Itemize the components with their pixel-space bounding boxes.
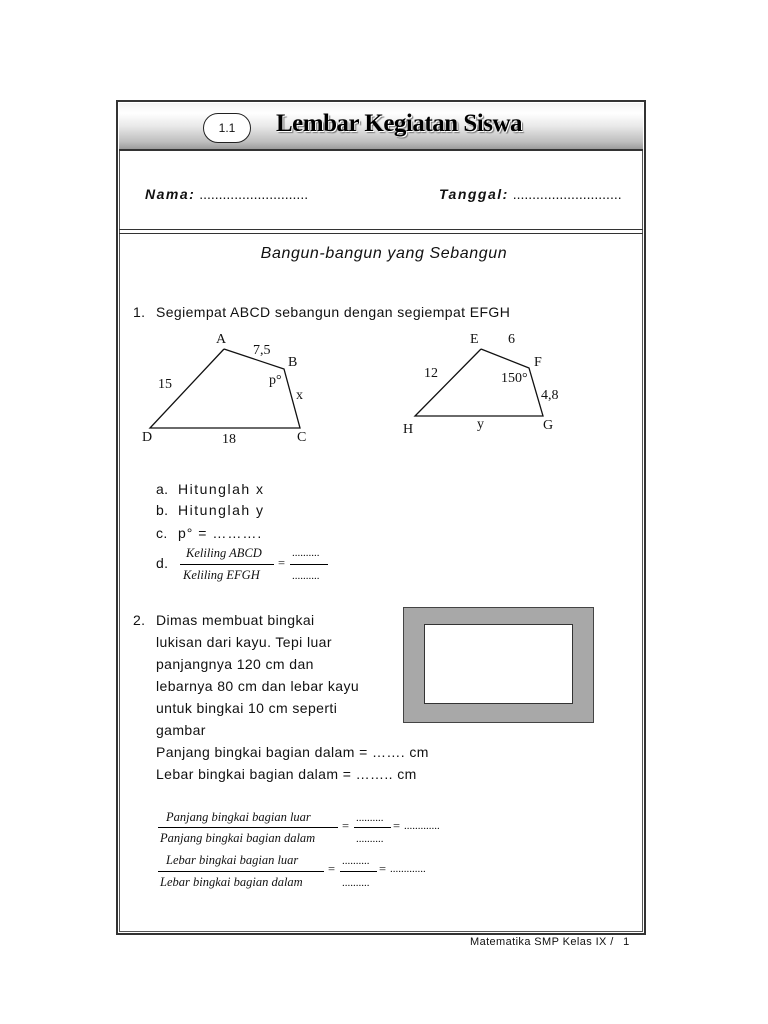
q2-line-1: Dimas membuat bingkai — [156, 612, 315, 628]
date-blank: ............................ — [512, 186, 622, 202]
ratio-length-equals-1: = — [342, 819, 350, 833]
q2-inner-length: Panjang bingkai bagian dalam = ……. cm — [156, 744, 429, 760]
vertex-d-label: D — [142, 430, 153, 445]
vertex-b-label: B — [288, 355, 298, 370]
page-footer — [470, 936, 630, 948]
ratio-width-result: ............. — [390, 863, 426, 875]
ratio-width-equals-2: = — [379, 862, 387, 876]
ratio-width-equals-1: = — [328, 862, 336, 876]
ratio-width-blank-num: .......... — [342, 855, 370, 867]
vertex-f-label: F — [534, 355, 542, 370]
ratio-length-result: ............. — [404, 820, 440, 832]
vertex-e-label: E — [470, 332, 479, 347]
q2-line-3: panjangnya 120 cm dan — [156, 656, 314, 672]
ratio-length-blank-den: .......... — [356, 833, 384, 845]
side-ad-label: 15 — [158, 377, 172, 392]
ratio-d-blank-bar — [290, 564, 328, 565]
picture-frame-illustration — [403, 607, 594, 723]
divider-bottom — [119, 233, 643, 234]
angle-b-label: p° — [269, 373, 282, 388]
worksheet-title: Lembar Kegiatan Siswa — [276, 110, 522, 137]
ratio-d-fraction-bar — [180, 564, 274, 565]
q2-inner-width: Lebar bingkai bagian dalam = …….. cm — [156, 766, 417, 782]
footer-text: Matematika SMP Kelas IX / — [470, 936, 614, 948]
vertex-c-label: C — [297, 430, 307, 445]
q2-line-6: gambar — [156, 722, 206, 738]
q2-number: 2. — [133, 612, 146, 628]
date-field — [439, 186, 622, 202]
side-fg-label: 4,8 — [541, 388, 559, 403]
side-bc-label: x — [296, 388, 303, 403]
ratio-width-blank-den: .......... — [342, 877, 370, 889]
date-label: Tanggal: — [439, 186, 509, 202]
ratio-length-blank-num: .......... — [356, 812, 384, 824]
q1-item-a-text: Hitunglah x — [178, 481, 265, 497]
name-blank: ............................ — [199, 186, 309, 202]
name-field — [145, 186, 308, 202]
ratio-d-equals: = — [278, 556, 286, 570]
section-subtitle: Bangun-bangun yang Sebangun — [260, 245, 508, 262]
vertex-a-label: A — [216, 332, 227, 347]
ratio-d-denominator: Keliling EFGH — [183, 568, 260, 582]
q2-line-5: untuk bingkai 10 cm seperti — [156, 700, 338, 716]
side-hg-label: y — [477, 417, 484, 432]
quadrilateral-abcd-outline — [150, 349, 300, 428]
side-eh-label: 12 — [424, 366, 438, 381]
ratio-d-numerator: Keliling ABCD — [186, 546, 262, 560]
q1-item-b-text: Hitunglah y — [178, 502, 265, 518]
ratio-length-equals-2: = — [393, 819, 401, 833]
q1-item-c-text: p° = ………. — [178, 525, 263, 541]
q1-item-b-letter: b. — [156, 502, 169, 518]
ratio-width-denominator: Lebar bingkai bagian dalam — [160, 875, 303, 889]
side-dc-label: 18 — [222, 432, 236, 447]
q2-line-2: lukisan dari kayu. Tepi luar — [156, 634, 332, 650]
ratio-d-blank-num: .......... — [292, 547, 320, 559]
quadrilateral-abcd — [130, 325, 330, 455]
q1-text: Segiempat ABCD sebangun dengan segiempat EFGH — [156, 304, 511, 320]
ratio-width-numerator: Lebar bingkai bagian luar — [166, 853, 299, 867]
ratio-width-fraction-bar — [158, 871, 324, 872]
side-ef-label: 6 — [508, 332, 515, 347]
ratio-length-denominator: Panjang bingkai bagian dalam — [160, 831, 316, 845]
ratio-width-blank-bar — [340, 871, 377, 872]
q1-item-a-letter: a. — [156, 481, 169, 497]
q2-line-4: lebarnya 80 cm dan lebar kayu — [156, 678, 360, 694]
quadrilateral-efgh — [395, 325, 575, 440]
ratio-length-blank-bar — [354, 827, 391, 828]
page-number: 1 — [623, 936, 630, 948]
q1-number: 1. — [133, 304, 146, 320]
q1-item-d-letter: d. — [156, 555, 169, 571]
vertex-h-label: H — [403, 422, 414, 437]
side-ab-label: 7,5 — [253, 343, 271, 358]
ratio-d-blank-den: .......... — [292, 570, 320, 582]
vertex-g-label: G — [543, 418, 554, 433]
section-badge: 1.1 — [203, 113, 251, 143]
angle-f-label: 150° — [501, 371, 528, 386]
name-label: Nama: — [145, 186, 196, 202]
divider-top — [119, 229, 643, 230]
ratio-length-numerator: Panjang bingkai bagian luar — [166, 810, 311, 824]
ratio-length-fraction-bar — [158, 827, 338, 828]
q1-item-c-letter: c. — [156, 525, 168, 541]
picture-frame-inner-area — [424, 624, 573, 704]
